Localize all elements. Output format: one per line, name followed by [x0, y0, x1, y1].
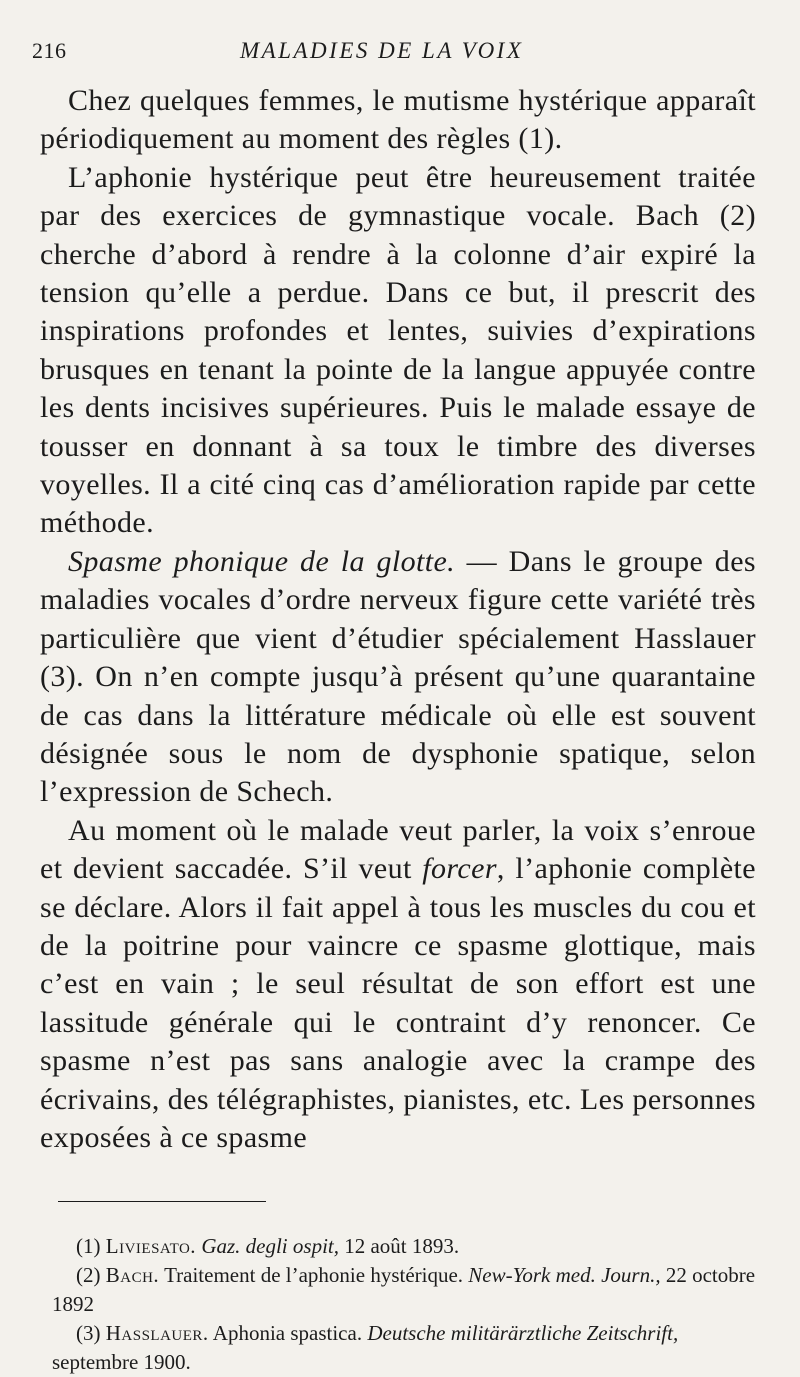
footnote-title: Traitement de l’aphonie hystérique. [164, 1263, 464, 1288]
body-text [40, 82, 756, 1157]
footnote-date: 22 octobre 1892 [52, 1263, 756, 1317]
paragraph-4-text-end: , l’aphonie complète se déclare. Alors il fait appel à tous les muscles du cou et de la poitrine pour vaincre ce spasme glottique, mais c’est en vain ; le seul résultat de son effort est une lassitude générale qui le contraint d’y renoncer. Ce spasme n’est pas sans analogie avec la crampe des écrivains, des télégraphistes, pianistes, etc. Les personnes exposées à ce spasme [40, 852, 756, 1154]
footnote-author: Bach. [105, 1263, 160, 1288]
footnote-publication: Deutsche militärärztliche Zeitschrift, [367, 1321, 679, 1346]
running-title: MALADIES DE LA VOIX [240, 38, 524, 63]
emphasized-word: forcer [422, 852, 497, 886]
footnotes [40, 1232, 756, 1377]
running-head [32, 30, 756, 74]
paragraph-4-text-start: Au moment où le malade veut parler, la voix s’enroue et devient saccadée. S’il veut [40, 813, 756, 886]
footnote-date: 12 août 1893. [344, 1234, 460, 1259]
footnote-author: Hasslauer. [105, 1321, 209, 1346]
footnote-publication: New-York med. Journ., [468, 1263, 661, 1288]
footnote-author: Liviesato. [105, 1234, 197, 1259]
footnote-marker: (3) [76, 1321, 101, 1346]
page-number: 216 [32, 38, 67, 63]
footnote-date: septembre 1900. [52, 1350, 191, 1375]
footnote-title: Aphonia spastica. [212, 1321, 363, 1346]
footnote-1 [52, 1232, 756, 1261]
footnote-divider [58, 1201, 266, 1202]
paragraph-3-text: — Dans le groupe des maladies vocales d’ordre nerveux figure cette variété très particulière que vient d’étudier spécialement Hasslauer (3). On n’en compte jusqu’à présent qu’une quarantaine de cas dans la littérature médicale où elle est souvent désignée sous le nom de dysphonie spatique, selon l’expression de Schech. [40, 544, 756, 809]
section-heading: Spasme phonique de la glotte. [68, 544, 456, 578]
paragraph-2: L’aphonie hystérique peut être heureusement traitée par des exercices de gymnastique vocale. Bach (2) cherche d’abord à rendre à la colonne d’air expiré la tension qu’elle a perdue. Dans ce but, il prescrit des inspirations profondes et lentes, suivies d’expirations brusques en tenant la pointe de la langue appuyée contre les dents incisives supérieures. Puis le malade essaye de tousser en donnant à sa toux le timbre des diverses voyelles. Il a cité cinq cas d’amélioration rapide par cette méthode. [40, 160, 756, 540]
footnote-3 [52, 1319, 756, 1377]
footnote-marker: (1) [76, 1234, 101, 1259]
paragraph-1: Chez quelques femmes, le mutisme hystérique apparaît périodiquement au moment des règles (1). [40, 84, 756, 156]
paragraph-4 [40, 812, 756, 1158]
footnote-2 [52, 1261, 756, 1319]
footnote-marker: (2) [76, 1263, 101, 1288]
paragraph-3 [40, 543, 756, 812]
footnote-publication: Gaz. degli ospit, [201, 1234, 339, 1259]
